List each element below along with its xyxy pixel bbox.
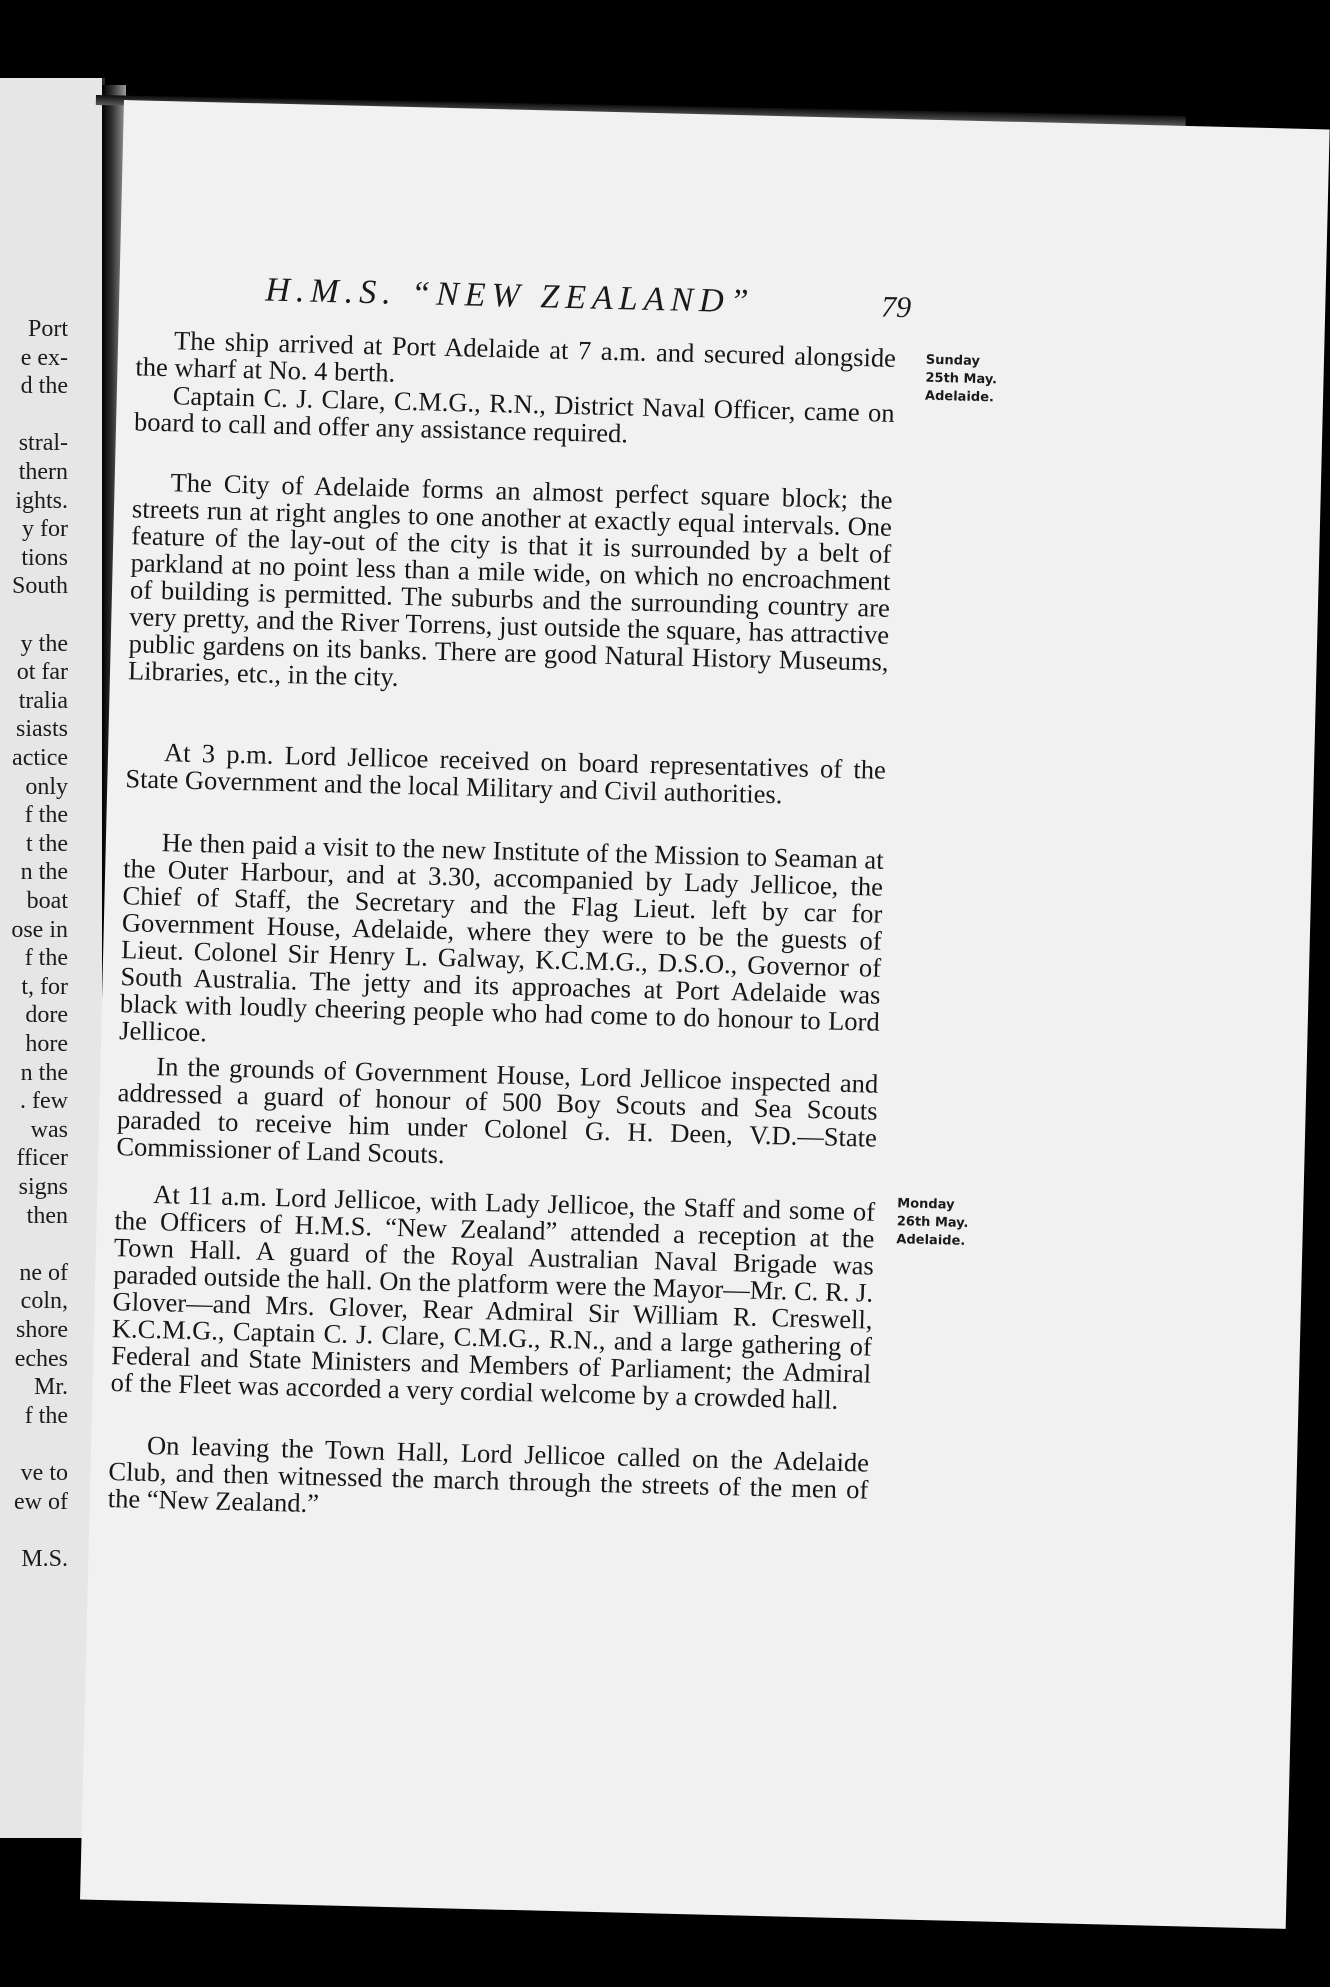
left-page-line: dore: [25, 1002, 68, 1029]
left-page-line: f the: [24, 945, 68, 972]
left-page-line: . few: [20, 1088, 68, 1115]
page-number: 79: [880, 290, 912, 325]
left-page-line: ve to: [20, 1460, 68, 1486]
margin-note: Sunday 25th May. Adelaide.: [924, 352, 998, 406]
paragraph: On leaving the Town Hall, Lord Jellicoe called on the Adelaide Club, and then witnessed the march through the streets of the men of the “New Zealand.”: [107, 1429, 870, 1519]
left-page-line: boat: [26, 888, 68, 914]
left-page-line: e ex-: [20, 344, 68, 371]
left-page-line: f the: [24, 802, 68, 829]
left-page-line: M.S.: [21, 1545, 68, 1572]
paragraph: The City of Adelaide forms an almost perfect square block; the streets run at right angles to one another at exactly equal intervals. One feature of the lay-out of the city is that it is surrounded by a belt of parkland at no point less than a mile wide, on which no encroachment of building is permitted. The suburbs and the surrounding country are very pretty, and the River Torrens, just outside the square, has attractive public gardens on its banks. There are good Natural History Museums, Libraries, etc., in the city.: [127, 467, 893, 692]
left-page-line: y the: [20, 630, 68, 657]
left-page-line: South: [11, 573, 68, 600]
left-page-line: n the: [20, 1059, 68, 1086]
left-page-line: tralia: [18, 687, 68, 714]
left-page-line: eches: [14, 1345, 68, 1372]
left-page-line: f the: [24, 1402, 68, 1429]
left-page-line: ne of: [19, 1259, 68, 1286]
left-page-line: ose in: [11, 916, 68, 943]
running-head: H.M.S. “NEW ZEALAND”: [264, 271, 756, 321]
left-page-line: fficer: [16, 1145, 68, 1172]
left-page-line: Mr.: [33, 1374, 68, 1401]
paragraph: He then paid a visit to the new Institute of the Mission to Seaman at the Outer Harbour, and at 3.30, accompanied by Lady Jellicoe, the Chief of Staff, the Secretary and the Flag Lieut. left by car for Government House, Adelaide, where they were to be the guests of Lieut. Colonel Sir Henry L. Galway, K.C.M.G., D.S.O., Governor of South Australia. The jetty and its approaches at Port Adelaide was black with loudly cheering people who had come to do honour to Lord Jellicoe.: [118, 827, 885, 1048]
book-page: [80, 100, 1330, 1929]
paragraph: At 11 a.m. Lord Jellicoe, with Lady Jellicoe, the Staff and some of the Officers of H.M.S. “New Zealand” attended a reception at the Town Hall. A guard of the Royal Australian Naval Brigade was paraded outside the hall. On the platform were the Mayor—Mr. C. R. J. Glover—and Mrs. Glover, Rear Admiral Sir William R. Creswell, K.C.M.G., Captain C. J. Clare, C.M.G., R.N., and a large gathering of Federal and State Ministers and Members of Parliament; the Admiral of the Fleet was accorded a very cordial welcome by a crowded hall.: [110, 1179, 876, 1415]
left-page-line: shore: [16, 1317, 68, 1343]
left-page-line: ights.: [15, 487, 68, 514]
left-page-line: Port: [27, 316, 68, 342]
paragraph: In the grounds of Government House, Lord Jellicoe inspected and addressed a guard of honour of 500 Boy Scouts and Sea Scouts paraded to receive him under Colonel G. H. Deen, V.D.—State Commissioner of Land Scouts.: [116, 1051, 879, 1170]
left-page-line: signs: [18, 1174, 68, 1200]
left-page-line: t, for: [21, 973, 68, 1000]
left-page-line: t the: [26, 830, 68, 857]
left-page-line: coln,: [20, 1288, 68, 1315]
left-page-line: ew of: [14, 1488, 68, 1515]
margin-note: Monday 26th May. Adelaide.: [896, 1196, 969, 1249]
left-page-line: thern: [18, 459, 68, 485]
left-page-line: siasts: [15, 716, 68, 743]
left-page-line: hore: [25, 1031, 68, 1057]
left-page-line: y for: [22, 516, 68, 543]
paragraph: Captain C. J. Clare, C.M.G., R.N., District Naval Officer, came on board to call and offer any assistance required.: [133, 380, 895, 449]
left-page-line: then: [26, 1202, 68, 1229]
left-page-line: actice: [12, 745, 68, 771]
left-page-line: stral-: [18, 430, 68, 457]
left-page-line: n the: [20, 859, 68, 886]
paragraph: At 3 p.m. Lord Jellicoe received on board representatives of the State Government and the local Military and Civil authorities.: [125, 737, 887, 810]
paragraph: The ship arrived at Port Adelaide at 7 a.m. and secured alongside the wharf at No. 4 berth.: [135, 325, 897, 388]
left-page-line: ot far: [16, 659, 68, 686]
left-page-line: d the: [20, 373, 68, 400]
left-page-line: tions: [21, 544, 68, 571]
left-page-line: was: [30, 1116, 68, 1143]
left-page-line: only: [25, 773, 68, 800]
